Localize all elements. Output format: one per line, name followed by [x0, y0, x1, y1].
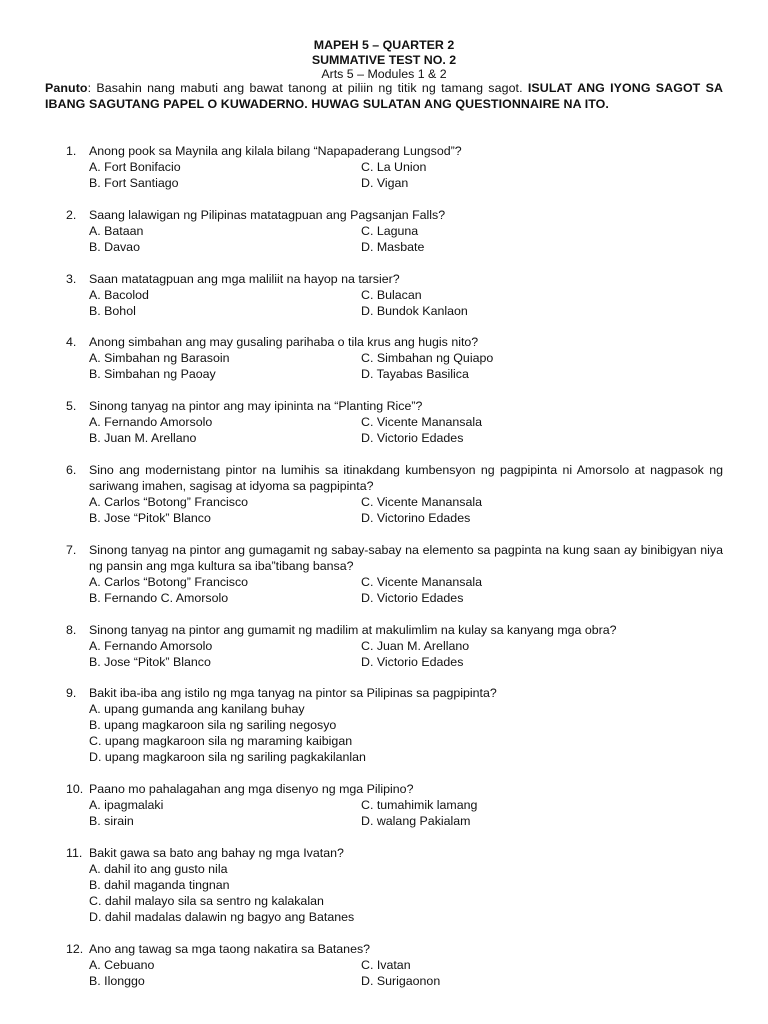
question-stem: Bakit iba-iba ang istilo ng mga tanyag na pintor sa Pilipinas sa pagpipinta? — [89, 686, 497, 701]
answer-option: B. Fort Santiago — [89, 176, 179, 190]
answer-option: C. La Union — [361, 160, 427, 174]
instructions-label: Panuto — [45, 81, 88, 95]
answer-option: C. upang magkaroon sila ng maraming kaibigan — [89, 734, 353, 749]
answer-option: D. Victorio Edades — [361, 431, 464, 446]
question-stem: Sinong tanyag na pintor ang may ipininta na “Planting Rice”? — [89, 399, 423, 414]
answer-option: B. Jose “Pitok” Blanco — [89, 654, 211, 669]
answer-option: B. Fernando C. Amorsolo — [89, 590, 229, 605]
answer-options — [89, 701, 768, 765]
answer-option: D. Vigan — [361, 176, 409, 190]
question-stem: Sino ang modernistang pintor na lumihis sa itinakdang kumbensyon ng pagpipinta ni Amorsolo at nagpasok ng sariwang imahen, sagisag at idyoma sa pagpipinta? — [89, 462, 723, 493]
question-stem: Anong pook sa Maynila ang kilala bilang “Napapaderang Lungsod”? — [89, 144, 462, 158]
answer-option: D. Victorino Edades — [361, 510, 471, 525]
answer-option: B. sirain — [89, 814, 134, 829]
question-item — [0, 685, 768, 765]
question-stem: Bakit gawa sa bato ang bahay ng mga Ivatan? — [89, 845, 344, 860]
answer-option: D. Victorio Edades — [361, 654, 464, 669]
question-stem: Saang lalawigan ng Pilipinas matatagpuan ang Pagsanjan Falls? — [89, 207, 446, 222]
question-item — [0, 334, 768, 382]
question-number: 1. — [66, 144, 77, 158]
question-number: 2. — [66, 207, 77, 222]
instructions-text: : Basahin nang mabuti ang bawat tanong at piliin ng titik ng tamang sagot. — [87, 81, 528, 95]
answer-option: A. upang gumanda ang kanilang buhay — [89, 702, 305, 717]
test-title: MAPEH 5 – QUARTER 2 — [313, 38, 455, 52]
question-stem: Sinong tanyag na pintor ang gumagamit ng sabay-sabay na elemento sa pagpinta na kung saan ay binibigyan niya ng pansin ang mga kultura sa iba”tibang bansa? — [89, 542, 723, 573]
question-number: 8. — [66, 622, 77, 637]
question-item — [0, 542, 768, 606]
answer-options — [89, 797, 768, 829]
question-stem: Ano ang tawag sa mga taong nakatira sa Batanes? — [89, 941, 371, 956]
answer-option: A. Simbahan ng Barasoin — [89, 351, 230, 366]
question-number: 4. — [66, 335, 77, 350]
question-number: 5. — [66, 399, 77, 414]
answer-option: A. Carlos “Botong” Francisco — [89, 494, 249, 509]
answer-option: A. Cebuano — [89, 957, 155, 972]
question-number: 12. — [66, 941, 84, 956]
question-item — [0, 781, 768, 829]
test-subtitle: SUMMATIVE TEST NO. 2 — [311, 52, 457, 67]
question-item — [0, 398, 768, 446]
question-item — [0, 207, 768, 255]
answer-option: C. Laguna — [361, 223, 419, 238]
answer-option: B. Juan M. Arellano — [89, 431, 197, 446]
answer-option: C. Vicente Manansala — [361, 415, 482, 430]
answer-option: B. upang magkaroon sila ng sariling negosyo — [89, 718, 337, 733]
answer-option: C. Ivatan — [361, 957, 411, 972]
question-number: 11. — [66, 845, 83, 860]
question-item — [0, 845, 768, 925]
answer-options — [89, 861, 768, 925]
answer-options — [89, 957, 768, 989]
question-stem: Paano mo pahalagahan ang mga disenyo ng mga Pilipino? — [89, 782, 414, 797]
answer-options — [89, 574, 768, 606]
question-number: 10. — [66, 782, 84, 797]
answer-option: D. walang Pakialam — [361, 814, 471, 829]
answer-option: D. Masbate — [361, 239, 425, 254]
answer-option: C. Juan M. Arellano — [361, 638, 470, 653]
question-item — [0, 143, 768, 191]
answer-option: A. ipagmalaki — [89, 798, 164, 813]
answer-options — [89, 159, 768, 191]
question-item — [0, 941, 768, 989]
answer-options — [89, 287, 768, 319]
question-item — [0, 462, 768, 526]
answer-option: D. Tayabas Basilica — [361, 367, 469, 382]
question-stem: Anong simbahan ang may gusaling parihaba o tila krus ang hugis nito? — [89, 335, 479, 350]
answer-option: C. Vicente Manansala — [361, 574, 482, 589]
answer-option: B. Davao — [89, 239, 140, 254]
answer-option: A. Bacolod — [89, 287, 149, 302]
answer-option: B. Bohol — [89, 303, 136, 318]
answer-option: B. dahil maganda tingnan — [89, 877, 230, 892]
question-item — [0, 271, 768, 319]
answer-option: C. Vicente Manansala — [361, 494, 482, 509]
answer-option: A. Fernando Amorsolo — [89, 638, 213, 653]
instructions — [45, 80, 723, 112]
answer-options — [89, 350, 768, 382]
question-stem: Sinong tanyag na pintor ang gumamit ng madilim at makulimlim na kulay sa kanyang mga obra? — [89, 622, 617, 637]
question-number: 6. — [66, 462, 77, 477]
answer-option: B. Jose “Pitok” Blanco — [89, 510, 211, 525]
answer-option: C. dahil malayo sila sa sentro ng kalakalan — [89, 893, 324, 908]
question-item — [0, 622, 768, 670]
question-list — [0, 143, 768, 1005]
answer-option: A. Fernando Amorsolo — [89, 415, 213, 430]
answer-options — [89, 223, 768, 255]
instructions-emphasis: ISULAT ANG IYONG SAGOT SA IBANG SAGUTANG PAPEL O KUWADERNO. HUWAG SULATAN ANG QUESTIONNAIRE NA ITO. — [45, 81, 723, 111]
question-number: 7. — [66, 542, 77, 557]
answer-option: D. upang magkaroon sila ng sariling pagkakilanlan — [89, 750, 366, 765]
question-stem: Saan matatagpuan ang mga maliliit na hayop na tarsier? — [89, 271, 400, 286]
answer-option: A. Bataan — [89, 223, 144, 238]
answer-option: D. dahil madalas dalawin ng bagyo ang Batanes — [89, 909, 355, 924]
answer-options — [89, 638, 768, 670]
answer-option: A. dahil ito ang gusto nila — [89, 861, 228, 876]
question-number: 3. — [66, 271, 77, 286]
answer-options — [89, 414, 768, 446]
answer-option: C. tumahimik lamang — [361, 798, 478, 813]
answer-option: B. Ilonggo — [89, 973, 145, 988]
answer-option: C. Bulacan — [361, 287, 422, 302]
answer-option: B. Simbahan ng Paoay — [89, 367, 216, 382]
question-number: 9. — [66, 686, 77, 701]
test-scope: Arts 5 – Modules 1 & 2 — [321, 67, 447, 81]
answer-option: C. Simbahan ng Quiapo — [361, 351, 494, 366]
test-header — [0, 38, 768, 82]
answer-option: A. Fort Bonifacio — [89, 160, 181, 174]
answer-option: A. Carlos “Botong” Francisco — [89, 574, 249, 589]
answer-option: D. Victorio Edades — [361, 590, 464, 605]
answer-option: D. Bundok Kanlaon — [361, 303, 468, 318]
answer-option: D. Surigaonon — [361, 973, 441, 988]
answer-options — [89, 494, 768, 526]
